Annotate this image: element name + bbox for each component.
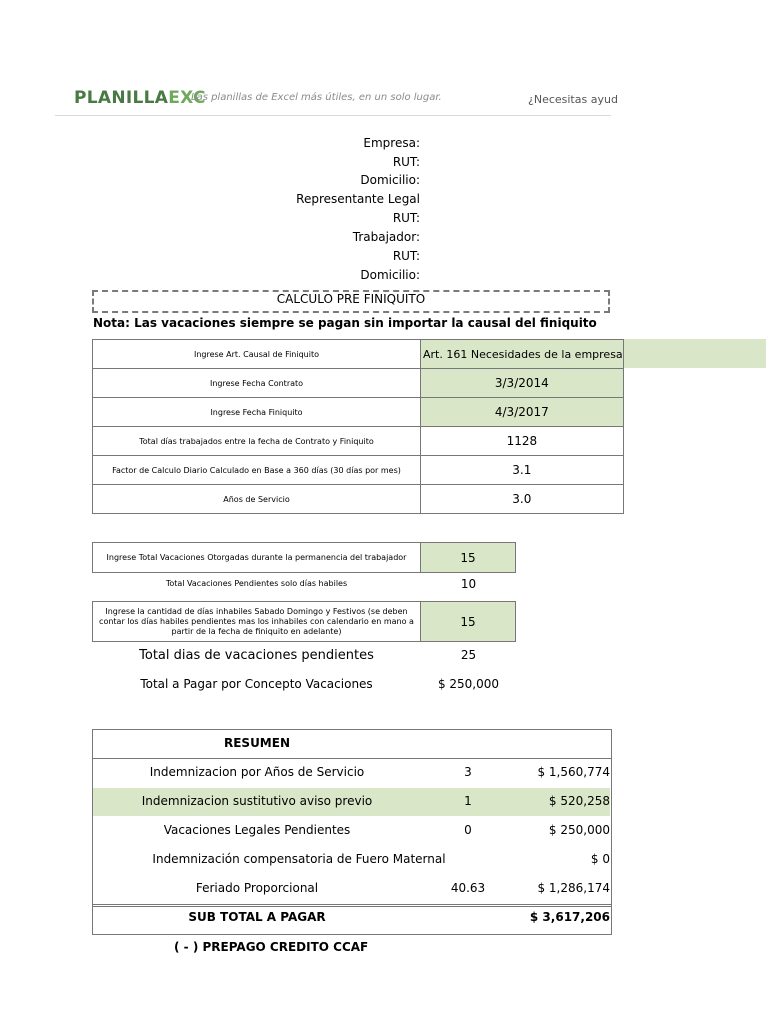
table-row (93, 340, 624, 369)
factor-label: Factor de Calculo Diario Calculado en Base a 360 días (30 días por mes) (93, 456, 421, 485)
help-link[interactable]: ¿Necesitas ayud (528, 93, 618, 106)
resumen-row-label: Indemnizacion sustitutivo aviso previo (141, 794, 373, 808)
total-pagar-vacaciones-value: $ 250,000 (437, 677, 500, 691)
logo[interactable] (74, 88, 206, 108)
inhabiles-label: Ingrese la cantidad de días inhabiles Sabado Domingo y Festivos (se deben contar los días habiles pendientes mas los inhabiles con calendario en mano a partir de la fecha de finiquito en adelante) (93, 602, 421, 642)
dias-inhabiles-table (92, 601, 516, 642)
tagline: Las planillas de Excel más útiles, en un solo lugar. (191, 92, 442, 103)
vacaciones-otorgadas-table (92, 542, 516, 573)
resumen-header-divider (92, 758, 611, 759)
fecha-finiquito-input[interactable]: 4/3/2017 (421, 398, 624, 427)
resumen-subtotal-divider-2 (92, 906, 611, 907)
causal-label: Ingrese Art. Causal de Finiquito (93, 340, 421, 369)
resumen-row-amount: $ 1,560,774 (537, 765, 610, 779)
otorgadas-label: Ingrese Total Vacaciones Otorgadas durante la permanencia del trabajador (93, 543, 421, 573)
table-row (93, 543, 516, 573)
resumen-row-amount: $ 250,000 (548, 823, 610, 837)
resumen-row-qty: 0 (464, 823, 472, 837)
resumen-row-amount: $ 520,258 (548, 794, 610, 808)
subtotal-value: $ 3,617,206 (529, 910, 610, 924)
causal-input[interactable]: Art. 161 Necesidades de la empresa (421, 340, 624, 369)
fecha-contrato-label: Ingrese Fecha Contrato (93, 369, 421, 398)
label-rut-representante: RUT: (392, 211, 420, 225)
finiquito-params-table (92, 339, 624, 514)
total-dias-vacaciones-value: 25 (460, 648, 477, 662)
resumen-row-qty: 1 (464, 794, 472, 808)
label-empresa: Empresa: (363, 136, 420, 150)
total-dias-value: 1128 (421, 427, 624, 456)
otorgadas-input[interactable]: 15 (421, 543, 516, 573)
logo-part1: PLANILLA (74, 88, 169, 108)
calc-title: CALCULO PRE FINIQUITO (276, 292, 426, 306)
resumen-subtotal-divider (92, 904, 611, 905)
prepago-label: ( - ) PREPAGO CREDITO CCAF (174, 940, 369, 954)
anos-servicio-value: 3.0 (421, 485, 624, 514)
label-trabajador: Trabajador: (352, 230, 420, 244)
resumen-row-label: Indemnizacion por Años de Servicio (149, 765, 365, 779)
header-divider (55, 115, 611, 116)
resumen-row-qty: 3 (464, 765, 472, 779)
fecha-finiquito-label: Ingrese Fecha Finiquito (93, 398, 421, 427)
total-pagar-vacaciones-label: Total a Pagar por Concepto Vacaciones (140, 677, 373, 691)
pendientes-label: Total Vacaciones Pendientes solo días habiles (165, 579, 348, 588)
resumen-row-qty: 40.63 (450, 881, 486, 895)
resumen-title: RESUMEN (223, 736, 290, 750)
table-row (93, 398, 624, 427)
logo-part2: EXC (168, 88, 206, 108)
label-domicilio-trabajador: Domicilio: (360, 268, 420, 282)
table-row (93, 602, 516, 642)
total-dias-label: Total días trabajados entre la fecha de Contrato y Finiquito (93, 427, 421, 456)
resumen-row-amount: $ 0 (590, 852, 610, 866)
label-rut-empresa: RUT: (392, 155, 420, 169)
resumen-row-label: Vacaciones Legales Pendientes (163, 823, 351, 837)
resumen-row-label: Indemnización compensatoria de Fuero Maternal (152, 852, 446, 866)
fecha-contrato-input[interactable]: 3/3/2014 (421, 369, 624, 398)
inhabiles-input[interactable]: 15 (421, 602, 516, 642)
label-representante: Representante Legal (296, 192, 420, 206)
resumen-row-amount: $ 1,286,174 (537, 881, 610, 895)
label-rut-trabajador: RUT: (392, 249, 420, 263)
label-domicilio-empresa: Domicilio: (360, 173, 420, 187)
table-row (93, 456, 624, 485)
resumen-row-label: Feriado Proporcional (195, 881, 319, 895)
factor-value: 3.1 (421, 456, 624, 485)
total-dias-vacaciones-label: Total dias de vacaciones pendientes (139, 648, 374, 663)
anos-servicio-label: Años de Servicio (93, 485, 421, 514)
pendientes-value: 10 (460, 577, 477, 591)
note-text: Nota: Las vacaciones siempre se pagan sin importar la causal del finiquito (93, 316, 597, 330)
table-row (93, 369, 624, 398)
table-row (93, 427, 624, 456)
table-row (93, 485, 624, 514)
subtotal-label: SUB TOTAL A PAGAR (188, 910, 326, 924)
